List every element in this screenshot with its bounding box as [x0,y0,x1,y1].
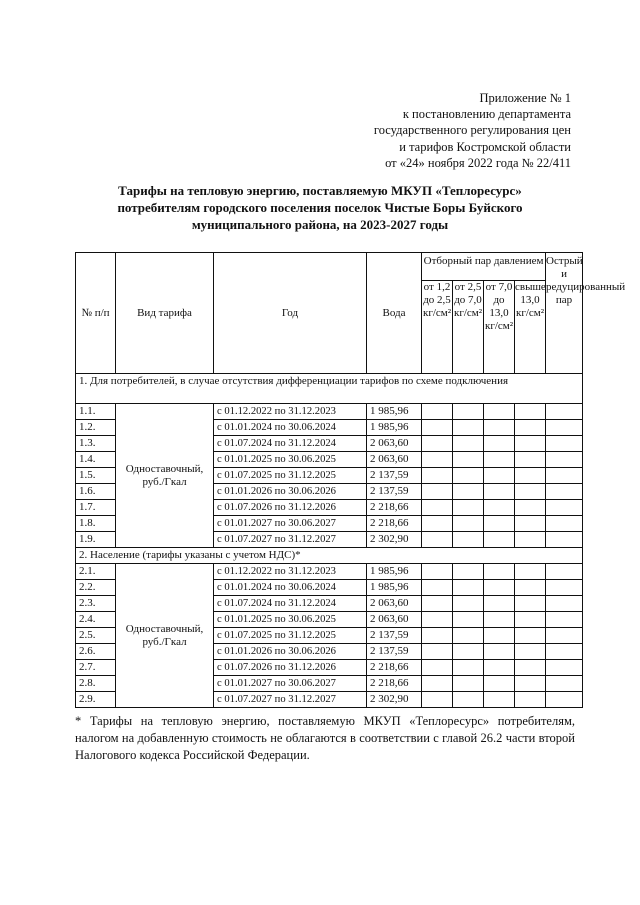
row-num: 1.7. [76,500,116,516]
row-num: 1.6. [76,484,116,500]
header-num: № п/п [76,253,116,374]
empty-cell [484,644,515,660]
row-water: 2 218,66 [367,500,422,516]
row-period: с 01.01.2027 по 30.06.2027 [214,516,367,532]
empty-cell [484,500,515,516]
header-steam-1: от 1,2 до 2,5 кг/см² [422,281,453,374]
tariff-table [75,252,626,708]
empty-cell [546,436,583,452]
empty-cell [484,532,515,548]
row-period: с 01.01.2025 по 30.06.2025 [214,452,367,468]
empty-cell [422,612,453,628]
row-water: 2 137,59 [367,468,422,484]
empty-cell [546,692,583,708]
empty-cell [422,404,453,420]
empty-cell [422,580,453,596]
row-water: 2 137,59 [367,644,422,660]
empty-cell [453,468,484,484]
empty-cell [453,628,484,644]
empty-cell [422,436,453,452]
row-num: 1.1. [76,404,116,420]
empty-cell [453,564,484,580]
row-num: 2.1. [76,564,116,580]
empty-cell [515,644,546,660]
empty-cell [515,404,546,420]
empty-cell [546,676,583,692]
row-num: 2.2. [76,580,116,596]
empty-cell [453,484,484,500]
header-steam-3: от 7,0 до 13,0 кг/см² [484,281,515,374]
row-num: 2.4. [76,612,116,628]
row-num: 1.8. [76,516,116,532]
group-title: 1. Для потребителей, в случае отсутствия дифференциации тарифов по схеме подключения [76,374,583,404]
title-line: потребителям городского поселения поселок Чистые Боры Буйского [117,200,523,215]
row-num: 2.8. [76,676,116,692]
header-tariff-type: Вид тарифа [116,253,214,374]
empty-cell [484,468,515,484]
empty-cell [515,468,546,484]
empty-cell [453,596,484,612]
row-period: с 01.01.2026 по 30.06.2026 [214,644,367,660]
row-num: 2.6. [76,644,116,660]
empty-cell [453,452,484,468]
header-water: Вода [367,253,422,374]
row-water: 2 063,60 [367,612,422,628]
empty-cell [484,516,515,532]
row-period: с 01.07.2026 по 31.12.2026 [214,500,367,516]
table-row [76,404,583,420]
row-period: с 01.07.2025 по 31.12.2025 [214,628,367,644]
row-period: с 01.07.2027 по 31.12.2027 [214,692,367,708]
header-steam-4: свыше 13,0 кг/см² [515,281,546,374]
empty-cell [546,484,583,500]
empty-cell [484,596,515,612]
empty-cell [546,628,583,644]
empty-cell [453,404,484,420]
row-num: 1.5. [76,468,116,484]
row-num: 1.4. [76,452,116,468]
table-row [76,564,583,580]
row-water: 2 063,60 [367,596,422,612]
empty-cell [484,676,515,692]
row-period: с 01.01.2024 по 30.06.2024 [214,420,367,436]
empty-cell [422,420,453,436]
empty-cell [515,596,546,612]
row-water: 2 218,66 [367,516,422,532]
row-period: с 01.07.2027 по 31.12.2027 [214,532,367,548]
empty-cell [515,532,546,548]
empty-cell [422,564,453,580]
empty-cell [422,596,453,612]
row-water: 1 985,96 [367,564,422,580]
title-line: муниципального района, на 2023-2027 годы [191,217,449,232]
empty-cell [453,692,484,708]
empty-cell [515,516,546,532]
empty-cell [515,580,546,596]
empty-cell [546,452,583,468]
empty-cell [422,500,453,516]
appendix-header [374,90,571,171]
appendix-line: от «24» ноября 2022 года № 22/411 [385,155,571,170]
empty-cell [546,500,583,516]
empty-cell [422,452,453,468]
row-period: с 01.01.2027 по 30.06.2027 [214,676,367,692]
empty-cell [515,676,546,692]
empty-cell [453,660,484,676]
empty-cell [484,564,515,580]
empty-cell [515,564,546,580]
row-water: 2 063,60 [367,436,422,452]
empty-cell [546,516,583,532]
empty-cell [453,532,484,548]
group-row [76,374,583,404]
empty-cell [515,660,546,676]
empty-cell [453,500,484,516]
empty-cell [546,404,583,420]
empty-cell [453,420,484,436]
empty-cell [515,420,546,436]
row-num: 2.9. [76,692,116,708]
group-row [76,548,583,564]
row-period: с 01.07.2024 по 31.12.2024 [214,596,367,612]
empty-cell [453,676,484,692]
empty-cell [546,564,583,580]
empty-cell [546,580,583,596]
empty-cell [515,436,546,452]
empty-cell [422,468,453,484]
empty-cell [484,452,515,468]
row-period: с 01.12.2022 по 31.12.2023 [214,564,367,580]
document-title [60,182,580,233]
empty-cell [546,420,583,436]
empty-cell [546,532,583,548]
appendix-line: Приложение № 1 [479,91,571,105]
row-period: с 01.01.2024 по 30.06.2024 [214,580,367,596]
appendix-line: и тарифов Костромской области [399,139,571,154]
group-title: 2. Население (тарифы указаны с учетом НДС)* [76,548,583,564]
empty-cell [484,420,515,436]
empty-cell [515,692,546,708]
empty-cell [422,692,453,708]
empty-cell [422,484,453,500]
empty-cell [422,676,453,692]
header-live-steam: Острый и редуцированный пар [546,253,583,374]
empty-cell [546,660,583,676]
row-water: 2 137,59 [367,628,422,644]
row-num: 2.7. [76,660,116,676]
empty-cell [422,532,453,548]
empty-cell [484,628,515,644]
row-num: 1.3. [76,436,116,452]
row-water: 2 137,59 [367,484,422,500]
empty-cell [515,628,546,644]
row-water: 2 063,60 [367,452,422,468]
empty-cell [453,516,484,532]
row-period: с 01.01.2026 по 30.06.2026 [214,484,367,500]
row-water: 2 218,66 [367,660,422,676]
row-period: с 01.07.2024 по 31.12.2024 [214,436,367,452]
empty-cell [546,644,583,660]
row-num: 2.3. [76,596,116,612]
empty-cell [546,612,583,628]
empty-cell [422,644,453,660]
empty-cell [484,660,515,676]
title-line: Тарифы на тепловую энергию, поставляемую МКУП «Теплоресурс» [118,183,522,198]
empty-cell [515,484,546,500]
tariff-type-cell: Одноставочный, руб./Гкал [116,564,214,708]
empty-cell [484,404,515,420]
row-water: 1 985,96 [367,580,422,596]
header-steam-2: от 2,5 до 7,0 кг/см² [453,281,484,374]
empty-cell [422,660,453,676]
appendix-line: государственного регулирования цен [373,123,571,138]
empty-cell [453,436,484,452]
empty-cell [484,436,515,452]
appendix-line: к постановлению департамента [402,107,571,122]
row-num: 1.9. [76,532,116,548]
empty-cell [484,484,515,500]
empty-cell [453,644,484,660]
row-period: с 01.07.2026 по 31.12.2026 [214,660,367,676]
empty-cell [422,628,453,644]
empty-cell [515,452,546,468]
row-num: 2.5. [76,628,116,644]
row-period: с 01.12.2022 по 31.12.2023 [214,404,367,420]
empty-cell [515,612,546,628]
empty-cell [484,612,515,628]
footnote: * Тарифы на тепловую энергию, поставляемую МКУП «Теплоресурс» потребителям, налогом на добавленную стоимость не облагаются в соответствии с главой 26.2 части второй Налогового кодекса Российской Федерации. [75,714,575,762]
empty-cell [515,500,546,516]
empty-cell [422,516,453,532]
row-water: 2 218,66 [367,676,422,692]
row-period: с 01.01.2025 по 30.06.2025 [214,612,367,628]
row-num: 1.2. [76,420,116,436]
empty-cell [453,612,484,628]
row-water: 1 985,96 [367,404,422,420]
row-water: 2 302,90 [367,692,422,708]
empty-cell [484,580,515,596]
header-year: Год [214,253,367,374]
empty-cell [453,580,484,596]
row-water: 1 985,96 [367,420,422,436]
empty-cell [546,596,583,612]
empty-cell [546,468,583,484]
header-steam-group: Отборный пар давлением [422,253,546,281]
empty-cell [484,692,515,708]
row-water: 2 302,90 [367,532,422,548]
row-period: с 01.07.2025 по 31.12.2025 [214,468,367,484]
tariff-type-cell: Одноставочный, руб./Гкал [116,404,214,548]
